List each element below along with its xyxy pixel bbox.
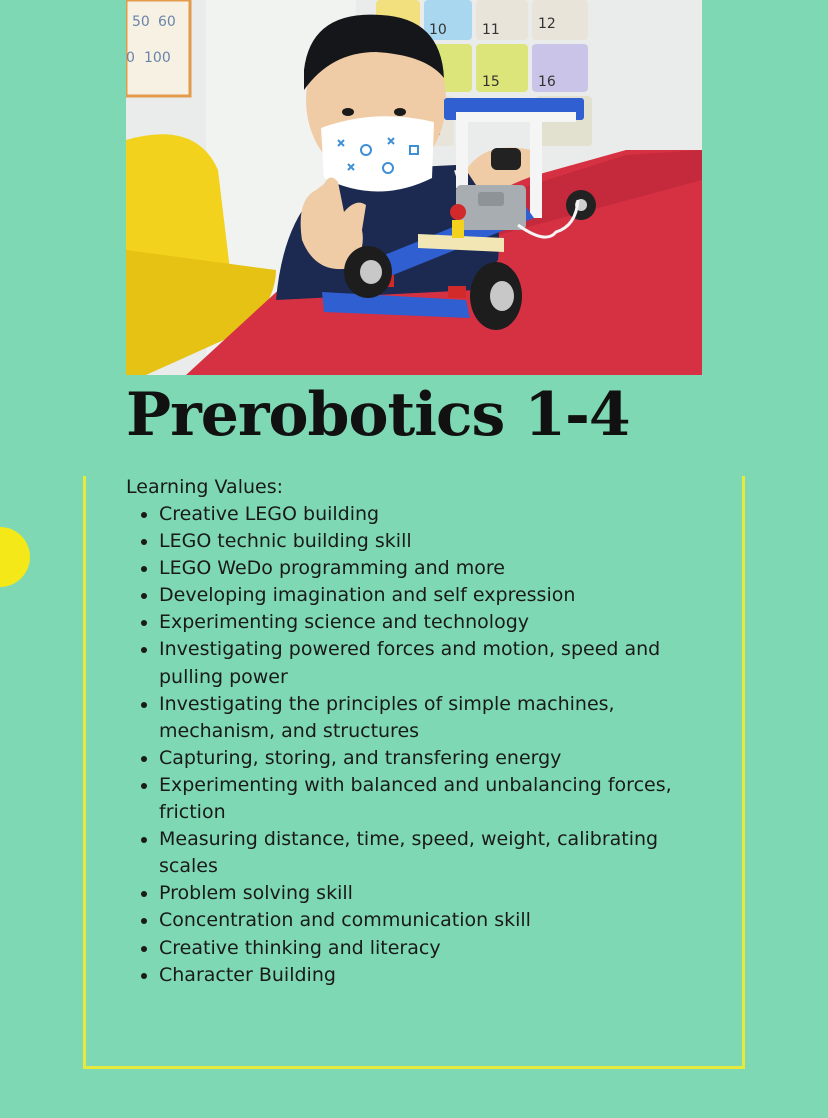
chart-label: 50 (132, 14, 150, 30)
decorative-dot (0, 527, 30, 587)
list-item: LEGO WeDo programming and more (159, 555, 699, 582)
list-item: Investigating the principles of simple machines, mechanism, and structures (159, 691, 699, 745)
chart-label: 60 (158, 14, 176, 30)
chart-label: 0 (126, 50, 135, 66)
learning-values-heading: Learning Values: (126, 476, 284, 498)
learning-values-list (126, 501, 699, 989)
list-item: LEGO technic building skill (159, 528, 699, 555)
card-number: 11 (482, 22, 500, 38)
list-item: Experimenting with balanced and unbalancing forces, friction (159, 772, 699, 826)
card-number: 15 (482, 74, 500, 90)
list-item: Capturing, storing, and transfering energy (159, 745, 699, 772)
chart-label: 100 (144, 50, 171, 66)
list-item: Creative LEGO building (159, 501, 699, 528)
list-item: Character Building (159, 962, 699, 989)
child-with-lego-robot-car-illustration (126, 0, 702, 375)
list-item: Concentration and communication skill (159, 907, 699, 934)
list-item: Developing imagination and self expression (159, 582, 699, 609)
card-number: 16 (538, 74, 556, 90)
list-item: Investigating powered forces and motion, speed and pulling power (159, 636, 699, 690)
card-number: 12 (538, 16, 556, 32)
list-item: Measuring distance, time, speed, weight, calibrating scales (159, 826, 699, 880)
card-number: 10 (429, 22, 447, 38)
list-item: Experimenting science and technology (159, 609, 699, 636)
page-title: Prerobotics 1-4 (126, 380, 630, 450)
wall-number-chart (126, 0, 190, 96)
list-item: Creative thinking and literacy (159, 935, 699, 962)
hero-photo (126, 0, 702, 375)
list-item: Problem solving skill (159, 880, 699, 907)
